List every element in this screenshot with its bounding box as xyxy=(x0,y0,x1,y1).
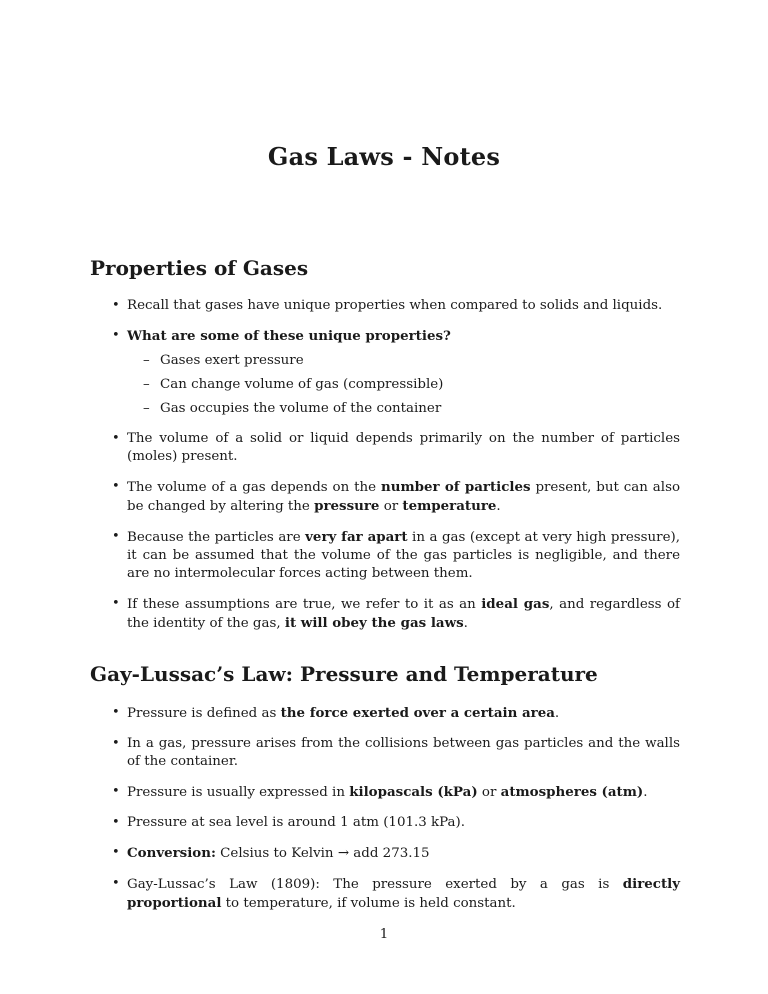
section-heading-properties: Properties of Gases xyxy=(90,256,309,280)
gay-lussac-list xyxy=(108,704,680,925)
list-item: • Gay-Lussac’s Law (1809): The pressure exerted by a gas is directly proportional to temperature, if volume is held constant. xyxy=(108,875,680,913)
list-item: • Recall that gases have unique properties when compared to solids and liquids. xyxy=(108,297,680,315)
list-item: • The volume of a gas depends on the number of particles present, but can also be changed by altering the pressure or temperature. xyxy=(108,478,680,516)
section-heading-gay-lussac: Gay-Lussac’s Law: Pressure and Temperature xyxy=(90,662,598,686)
list-item: • Because the particles are very far apart in a gas (except at very high pressure), it can be assumed that the volume of the gas particles is negligible, and there are no intermolecular forces acting between them. xyxy=(108,528,680,583)
page-title: Gas Laws - Notes xyxy=(267,142,501,171)
list-item: • Pressure at sea level is around 1 atm (101.3 kPa). xyxy=(108,814,680,832)
sub-list xyxy=(127,352,680,418)
list-item: • The volume of a solid or liquid depends primarily on the number of particles (moles) present. xyxy=(108,430,680,466)
list-item: • Conversion: Celsius to Kelvin → add 273.15 xyxy=(108,844,680,863)
properties-list xyxy=(108,297,680,645)
list-item: • What are some of these unique properties? – Gases exert pressure – Can change volume of gas (compressible) – Gas occupies the volume of the container xyxy=(108,327,680,418)
list-item: • In a gas, pressure arises from the collisions between gas particles and the walls of the container. xyxy=(108,735,680,771)
sub-list-item: – Gases exert pressure xyxy=(127,352,680,370)
list-item: • Pressure is defined as the force exerted over a certain area. xyxy=(108,704,680,723)
sub-list-item: – Can change volume of gas (compressible) xyxy=(127,376,680,394)
sub-list-item: – Gas occupies the volume of the container xyxy=(127,400,680,418)
list-item: • If these assumptions are true, we refer to it as an ideal gas, and regardless of the identity of the gas, it will obey the gas laws. xyxy=(108,595,680,633)
list-item: • Pressure is usually expressed in kilopascals (kPa) or atmospheres (atm). xyxy=(108,783,680,802)
page-number: 1 xyxy=(379,927,389,942)
